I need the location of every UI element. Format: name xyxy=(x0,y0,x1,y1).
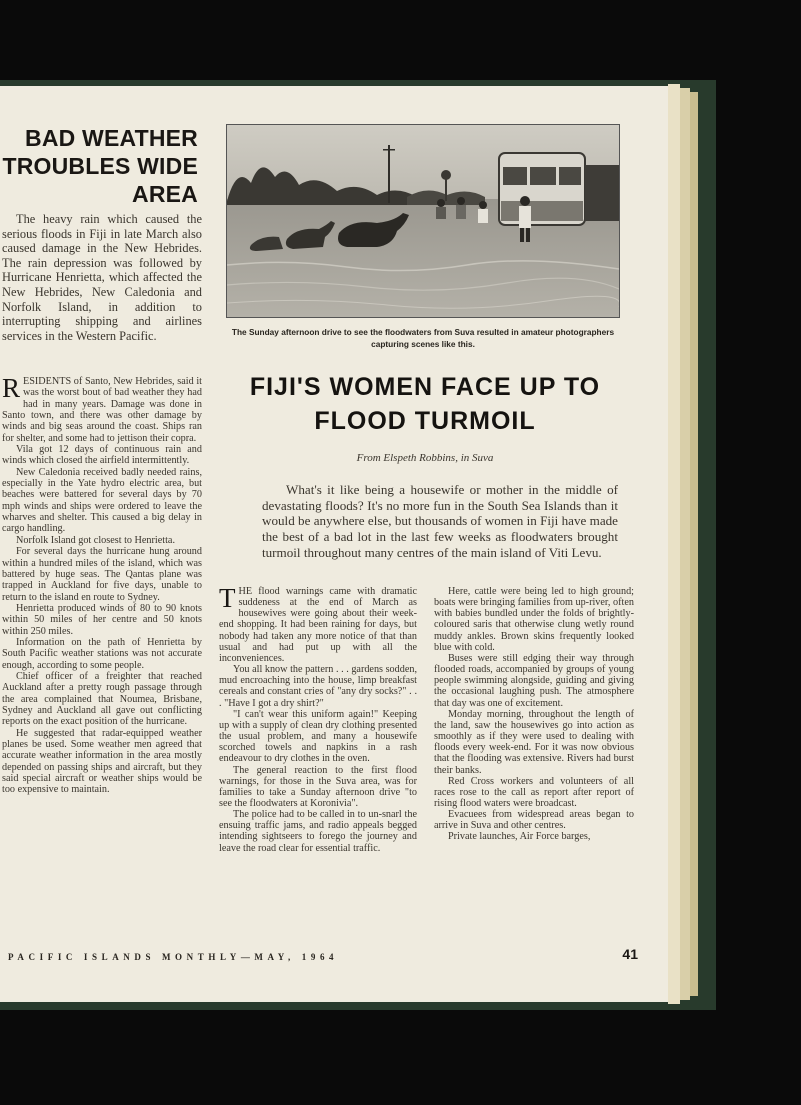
running-footer: PACIFIC ISLANDS MONTHLY—MAY, 1964 xyxy=(8,952,339,962)
paragraph: Chief officer of a freighter that reached Auckland after a pretty rough passage through the area complained that Noumea, Brisbane, Sydney and Auckland all gave out conflicting reports on the exact position of the hurricane. xyxy=(2,670,202,728)
left-article-standfirst: The heavy rain which caused the serious floods in Fiji in late March also caused damage in the New Hebrides. The rain depression was followed by Hurricane Henrietta, which affected the New Hebrides, New Caledonia and Norfolk Island, in addition to interrupting shipping and airlines services in the Western Pacific. xyxy=(2,212,202,343)
drop-cap: T xyxy=(219,583,236,613)
flood-scene-image xyxy=(227,125,619,317)
byline: From Elspeth Robbins, in Suva xyxy=(356,452,494,464)
drop-cap: R xyxy=(2,373,21,403)
paragraph: The general reaction to the first flood warnings, for those in the Suva area, was for families to take a Sunday afternoon drive "to see the floodwaters at Koronivia". xyxy=(219,764,417,809)
paragraph: "I can't wear this uniform again!" Keeping up with a supply of clean dry clothing presented the usual problem, and many a housewife scorched towels and napkins in a rash endeavour to dry clothes in the oven. xyxy=(219,708,417,765)
paragraph: Monday morning, throughout the length of the land, saw the housewives go into action as smoothly as if they were used to dealing with floods every week-end. For it was now obvious that the flooding was extensive. Rivers had burst their banks. xyxy=(434,708,634,776)
paragraph: He suggested that radar-equipped weather planes be used. Some weather men agreed that accurate weather information in the area mostly depended on passing ships and aircraft, but they said special aircraft or weather ships would be too expensive to maintain. xyxy=(2,727,202,796)
paragraph: New Caledonia received badly needed rains, especially in the Yate hydro electric area, but beaches were battered for several days by 70 mph winds and ships were ordered to leave the wharves and shelter. This caused a big delay in cargo handling. xyxy=(2,466,202,535)
right-article-headline xyxy=(220,370,630,438)
paragraph: RESIDENTS of Santo, New Hebrides, said it was the worst bout of bad weather they had had in many years. Damage was done in Santo town, and there was other damage by winds and big seas around the coast. Ships ran for shelter, and some had to jettison their copra. xyxy=(2,373,202,444)
paragraph: Vila got 12 days of continuous rain and winds which closed the airfield intermittently. xyxy=(2,444,202,467)
paragraph: Private launches, Air Force barges, xyxy=(448,831,591,843)
paragraph: Evacuees from widespread areas began to arrive in Suva and other centres. xyxy=(434,809,634,832)
page-number: 41 xyxy=(622,946,638,962)
paragraph: Henrietta produced winds of 80 to 90 knots within 50 miles of her centre and 50 knots within 250 miles. xyxy=(2,602,202,637)
headline-line: TROUBLES WIDE xyxy=(2,153,198,179)
page-edge xyxy=(690,92,698,996)
article-column-1 xyxy=(219,583,417,854)
paragraph: Information on the path of Henrietta by South Pacific weather stations was not accurate enough, according to some people. xyxy=(2,636,202,671)
headline-line: FLOOD TURMOIL xyxy=(314,407,536,435)
page-edge xyxy=(668,84,680,1004)
left-article-headline xyxy=(2,124,198,208)
paragraph: Norfolk Island got closest to Henrietta. xyxy=(16,534,176,546)
magazine-page xyxy=(0,86,668,1002)
photo-caption: The Sunday afternoon drive to see the floodwaters from Suva resulted in amateur photographers capturing scenes like this. xyxy=(231,327,615,349)
paragraph: Buses were still edging their way through flooded roads, accompanied by groups of young people swimming alongside, guiding and giving the occasional laughing push. The atmosphere that day was one of excitement. xyxy=(434,652,634,709)
article-intro xyxy=(262,482,618,561)
intro-paragraph: What's it like being a housewife or mother in the middle of devastating floods? It's no more fun in the South Sea Islands than it would be anywhere else, but thousands of women in Fiji have made the best of a bad lot in the last few weeks as floodwaters brought turmoil throughout many centres of the main island of Viti Levu. xyxy=(262,482,618,560)
paragraph: You all know the pattern . . . gardens sodden, mud encroaching into the house, limp breakfast cereals and constant cries of "any dry socks?" . . . "Have I got a dry shirt?" xyxy=(219,664,417,709)
headline-line: FIJI'S WOMEN FACE UP TO xyxy=(249,373,601,401)
paragraph: THE flood warnings came with dramatic suddeness at the end of March as housewives were going about their week-end shopping. It had been raining for days, but nobody had taken any more notice of that than usual and had put up with all the inconveniences. xyxy=(219,583,417,664)
paragraph: The police had to be called in to un-snarl the ensuing traffic jams, and radio appeals begged intending sightseers to forego the journey and leave the road clear for essential traffic. xyxy=(219,809,417,854)
paragraph: Here, cattle were being led to high ground; boats were bringing families from up-river, often with babies bundled under the folds of brightly-coloured saris that otherwise clung wetly round muddy ankles. Brown skins frequently looked blue with cold. xyxy=(434,586,634,653)
flood-photo xyxy=(226,124,620,318)
headline-line: AREA xyxy=(132,181,198,207)
paragraph: Red Cross workers and volunteers of all races rose to the call as report after report of rising flood waters were broadcast. xyxy=(434,775,634,809)
headline-line: BAD WEATHER xyxy=(25,125,198,151)
paragraph: For several days the hurricane hung around within a hundred miles of the island, which was battered by huge seas. The Qantas plane was trapped in Auckland for five days, unable to return to the island en route to Sydney. xyxy=(2,546,202,603)
article-column-2 xyxy=(434,586,634,843)
page-edge xyxy=(680,88,690,1000)
left-article-body xyxy=(2,373,202,796)
